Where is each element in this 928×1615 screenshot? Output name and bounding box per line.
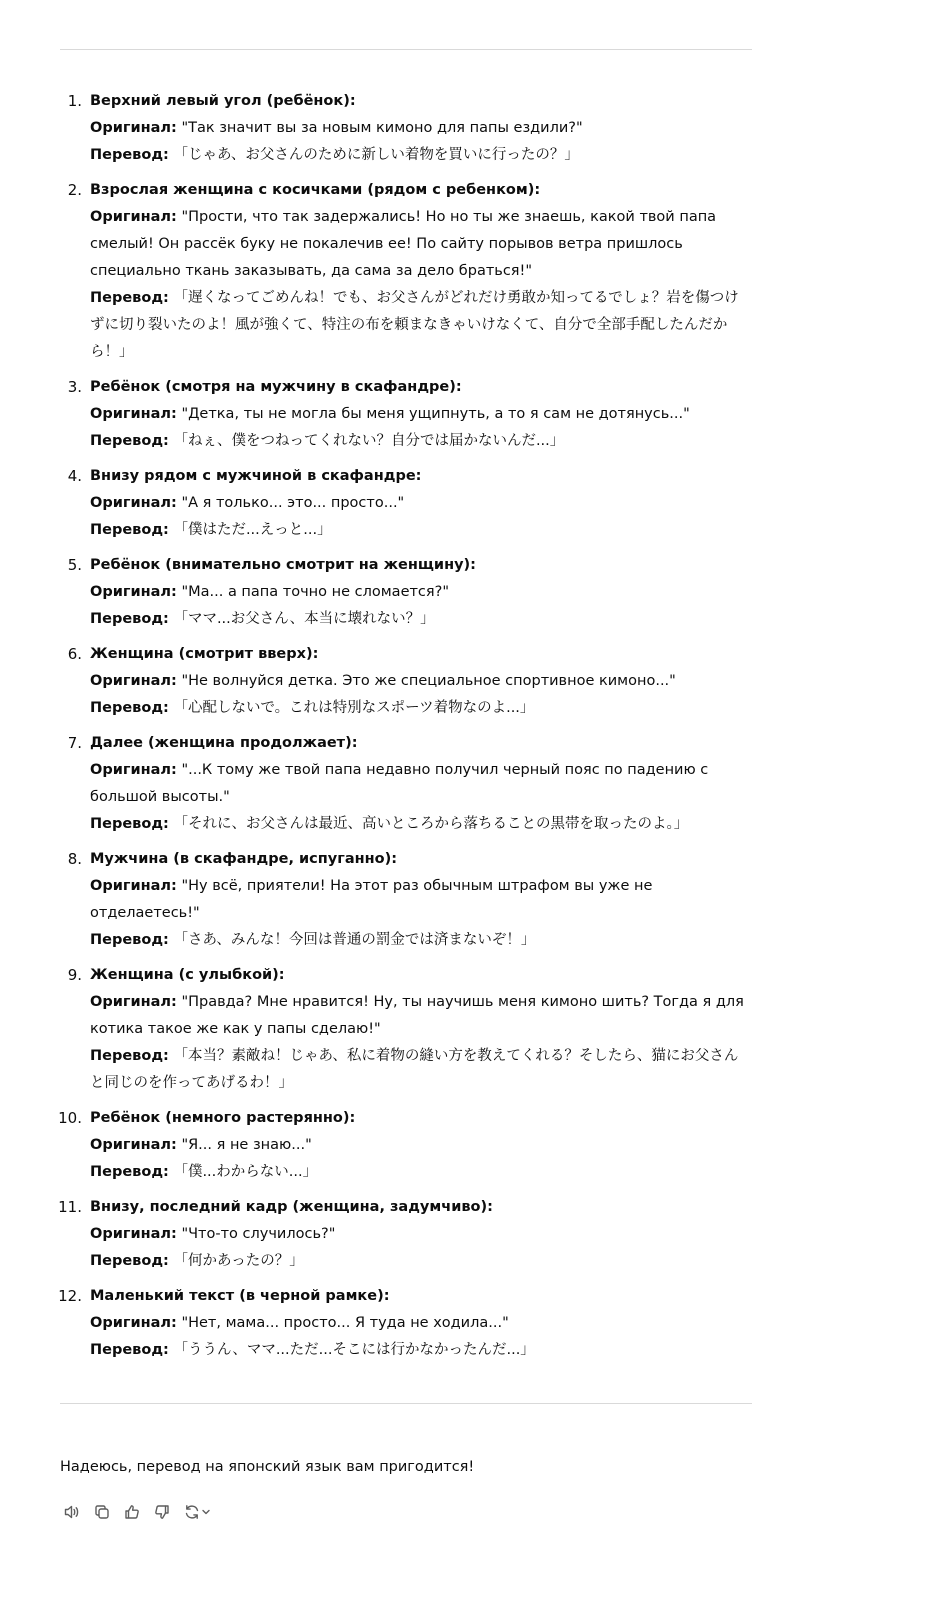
original-line [90, 989, 752, 1043]
translation-line [90, 1043, 752, 1097]
list-item [60, 1194, 752, 1275]
bottom-divider [60, 1403, 752, 1404]
translation-text: 「ねぇ、僕をつねってくれない？自分では届かないんだ...」 [173, 433, 565, 449]
original-text: "А я только... это... просто..." [181, 495, 405, 511]
item-heading: Женщина (смотрит вверх): [90, 646, 319, 662]
translation-text: 「ママ...お父さん、本当に壊れない？」 [173, 611, 435, 627]
item-heading: Ребёнок (немного растерянно): [90, 1110, 356, 1126]
translation-label: Перевод: [90, 290, 169, 306]
original-label: Оригинал: [90, 762, 177, 778]
original-label: Оригинал: [90, 1315, 177, 1331]
translation-text: 「じゃあ、お父さんのために新しい着物を買いに行ったの？」 [173, 147, 579, 163]
read-aloud-button[interactable] [60, 1501, 84, 1523]
original-text: "Я... я не знаю..." [181, 1137, 312, 1153]
translation-line [90, 285, 752, 366]
item-number: 6. [67, 645, 82, 663]
translation-label: Перевод: [90, 700, 169, 716]
translation-line [90, 517, 752, 544]
translation-text: 「僕はただ...えっと...」 [173, 522, 332, 538]
original-label: Оригинал: [90, 1137, 177, 1153]
list-item [60, 374, 752, 455]
translation-line [90, 811, 752, 838]
translation-text: 「本当？素敵ね！じゃあ、私に着物の縫い方を教えてくれる？そしたら、猫にお父さんと同じのを作ってあげるわ！」 [90, 1048, 739, 1091]
list-item [60, 552, 752, 633]
original-text: "Ну всё, приятели! На этот раз обычным штрафом вы уже не отделаетесь!" [90, 878, 653, 921]
list-item [60, 1105, 752, 1186]
item-heading: Внизу, последний кадр (женщина, задумчиво): [90, 1199, 493, 1215]
translation-label: Перевод: [90, 611, 169, 627]
original-text: "Ма... а папа точно не сломается?" [181, 584, 449, 600]
original-label: Оригинал: [90, 120, 177, 136]
translation-text: 「僕...わからない...」 [173, 1164, 318, 1180]
translation-line [90, 1337, 752, 1364]
speaker-icon [63, 1503, 81, 1521]
translation-text: 「何かあったの？」 [173, 1253, 304, 1269]
original-text: "...К тому же твой папа недавно получил черный пояс по падению с большой высоты." [90, 762, 709, 805]
translation-text: 「さあ、みんな！今回は普通の罰金では済まないぞ！」 [173, 932, 536, 948]
original-label: Оригинал: [90, 584, 177, 600]
original-label: Оригинал: [90, 209, 177, 225]
item-number: 3. [67, 378, 82, 396]
original-line [90, 1132, 752, 1159]
original-text: "Правда? Мне нравится! Ну, ты научишь меня кимоно шить? Тогда я для котика такое же как у папы сделаю!" [90, 994, 744, 1037]
original-line [90, 490, 752, 517]
original-label: Оригинал: [90, 994, 177, 1010]
item-number: 1. [67, 92, 82, 110]
item-number: 9. [67, 966, 82, 984]
original-text: "Нет, мама... просто... Я туда не ходила..." [181, 1315, 509, 1331]
original-label: Оригинал: [90, 495, 177, 511]
original-label: Оригинал: [90, 406, 177, 422]
item-number: 11. [58, 1198, 82, 1216]
copy-icon [93, 1503, 111, 1521]
item-heading: Взрослая женщина с косичками (рядом с ребенком): [90, 182, 541, 198]
list-item [60, 88, 752, 169]
item-heading: Ребёнок (внимательно смотрит на женщину): [90, 557, 476, 573]
item-number: 12. [58, 1287, 82, 1305]
original-label: Оригинал: [90, 878, 177, 894]
original-line [90, 204, 752, 285]
original-text: "Детка, ты не могла бы меня ущипнуть, а то я сам не дотянусь..." [181, 406, 690, 422]
item-heading: Маленький текст (в черной рамке): [90, 1288, 390, 1304]
chevron-down-icon [201, 1507, 211, 1517]
list-item [60, 730, 752, 838]
thumbs-down-icon [153, 1503, 171, 1521]
item-heading: Внизу рядом с мужчиной в скафандре: [90, 468, 422, 484]
translation-line [90, 1159, 752, 1186]
original-text: "Не волнуйся детка. Это же специальное спортивное кимоно..." [181, 673, 676, 689]
translation-label: Перевод: [90, 1342, 169, 1358]
translation-label: Перевод: [90, 932, 169, 948]
translation-list [60, 88, 752, 1364]
item-number: 8. [67, 850, 82, 868]
original-text: "Так значит вы за новым кимоно для папы ездили?" [181, 120, 583, 136]
copy-button[interactable] [90, 1501, 114, 1523]
message-actions [60, 1501, 752, 1523]
closing-text: Надеюсь, перевод на японский язык вам пригодится! [60, 1459, 475, 1475]
original-line [90, 115, 752, 142]
translation-label: Перевод: [90, 147, 169, 163]
item-heading: Мужчина (в скафандре, испуганно): [90, 851, 398, 867]
item-number: 10. [58, 1109, 82, 1127]
original-label: Оригинал: [90, 1226, 177, 1242]
translation-label: Перевод: [90, 1048, 169, 1064]
original-line [90, 1221, 752, 1248]
item-number: 4. [67, 467, 82, 485]
translation-text: 「遅くなってごめんね！でも、お父さんがどれだけ勇敢か知ってるでしょ？岩を傷つけずに切り裂いたのよ！風が強くて、特注の布を頼まなきゃいけなくて、自分で全部手配したんだから！」 [90, 290, 739, 360]
translation-line [90, 606, 752, 633]
translation-label: Перевод: [90, 816, 169, 832]
list-item [60, 962, 752, 1097]
list-item [60, 846, 752, 954]
original-line [90, 668, 752, 695]
original-text: "Прости, что так задержались! Но но ты же знаешь, какой твой папа смелый! Он рассёк буку не покалечив ее! По сайту порывов ветра пришлось специально ткань заказывать, да сама за дело браться!" [90, 209, 717, 279]
translation-label: Перевод: [90, 522, 169, 538]
translation-line [90, 695, 752, 722]
regenerate-button[interactable] [180, 1501, 214, 1523]
original-line [90, 1310, 752, 1337]
translation-line [90, 142, 752, 169]
original-line [90, 401, 752, 428]
translation-text: 「心配しないで。これは特別なスポーツ着物なのよ...」 [173, 700, 535, 716]
translation-label: Перевод: [90, 1164, 169, 1180]
original-label: Оригинал: [90, 673, 177, 689]
item-heading: Ребёнок (смотря на мужчину в скафандре): [90, 379, 462, 395]
translation-line [90, 927, 752, 954]
thumbs-up-icon [123, 1503, 141, 1521]
list-item [60, 463, 752, 544]
list-item [60, 1283, 752, 1364]
item-number: 2. [67, 181, 82, 199]
original-text: "Что-то случилось?" [181, 1226, 336, 1242]
like-button[interactable] [120, 1501, 144, 1523]
list-item [60, 641, 752, 722]
item-number: 7. [67, 734, 82, 752]
translation-line [90, 1248, 752, 1275]
translation-label: Перевод: [90, 433, 169, 449]
original-line [90, 757, 752, 811]
dislike-button[interactable] [150, 1501, 174, 1523]
original-line [90, 873, 752, 927]
translation-label: Перевод: [90, 1253, 169, 1269]
original-line [90, 579, 752, 606]
item-number: 5. [67, 556, 82, 574]
top-divider [60, 49, 752, 50]
item-heading: Верхний левый угол (ребёнок): [90, 93, 356, 109]
translation-text: 「それに、お父さんは最近、高いところから落ちることの黒帯を取ったのよ。」 [173, 816, 689, 832]
regenerate-icon [183, 1503, 201, 1521]
item-heading: Далее (женщина продолжает): [90, 735, 358, 751]
item-heading: Женщина (с улыбкой): [90, 967, 285, 983]
list-item [60, 177, 752, 366]
assistant-message [60, 0, 752, 1523]
translation-text: 「ううん、ママ...ただ...そこには行かなかったんだ...」 [173, 1342, 535, 1358]
translation-line [90, 428, 752, 455]
